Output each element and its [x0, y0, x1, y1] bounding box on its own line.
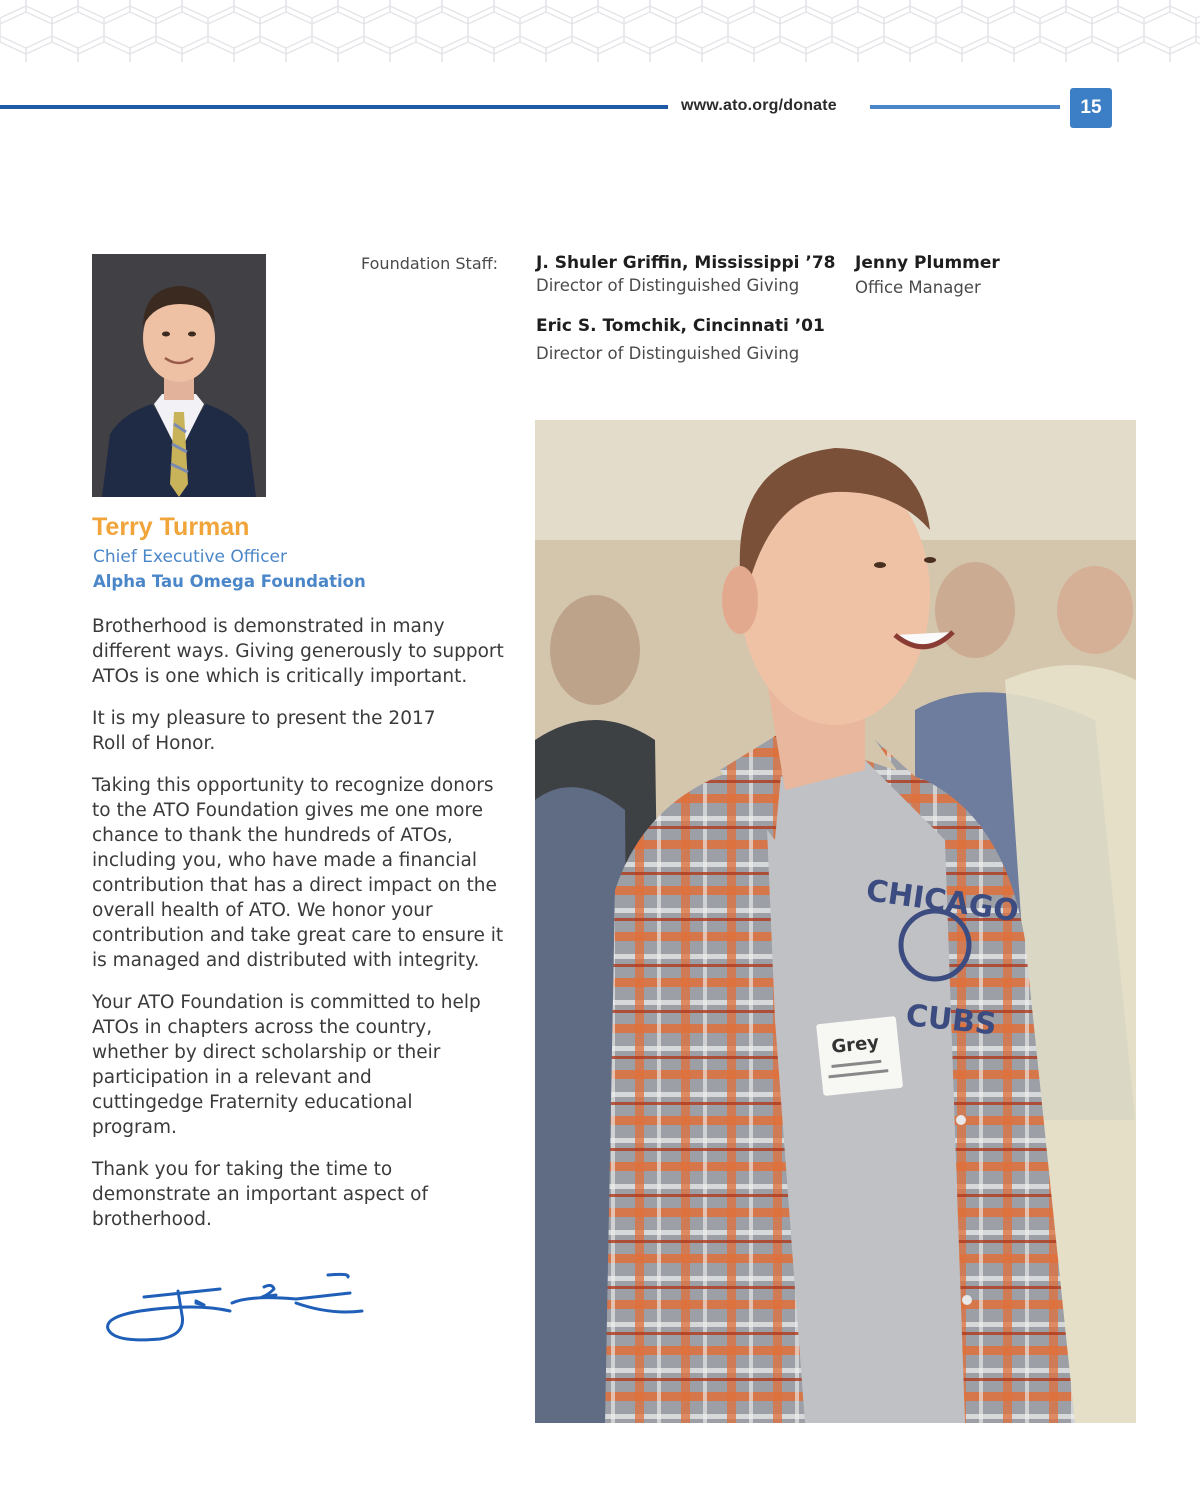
- hexagon-shape: [1196, 6, 1200, 54]
- ceo-signature: [100, 1265, 370, 1355]
- hexagon-shape: [1144, 6, 1196, 54]
- letter-paragraph: Taking this opportunity to recognize donors to the ATO Foundation gives me one more chance to thank the hundreds of ATOs, including you, who have made a financial contribution that has a direct impact on the overall health of ATO. We honor your contribution and take great care to ensure it is managed and distributed with integrity.: [92, 775, 504, 971]
- hexagon-shape: [364, 6, 416, 54]
- hexagon-shape: [0, 36, 26, 62]
- hexagon-shape: [468, 6, 520, 54]
- hexagon-shape: [260, 6, 312, 54]
- ceo-portrait-photo: [92, 254, 266, 497]
- letter-paragraph: Thank you for taking the time to demonstrate an important aspect of brotherhood.: [92, 1159, 428, 1230]
- donate-url[interactable]: www.ato.org/donate: [681, 97, 837, 114]
- header-rule-left: [0, 105, 668, 109]
- hexagon-shape: [780, 6, 832, 54]
- hexagon-shape: [208, 6, 260, 54]
- staff-section-label: Foundation Staff:: [361, 254, 499, 273]
- letter-paragraph: It is my pleasure to present the 2017 Roll of Honor.: [92, 708, 436, 754]
- hexagon-shape: [988, 6, 1040, 54]
- staff-role: Director of Distinguished Giving: [536, 344, 800, 363]
- hexagon-shape: [520, 6, 572, 54]
- hexagon-shape: [936, 6, 988, 54]
- ceo-organization: Alpha Tau Omega Foundation: [93, 572, 366, 591]
- hexagon-shape: [884, 6, 936, 54]
- ceo-title: Chief Executive Officer: [93, 547, 287, 567]
- shirt-text-top: CHICAGO: [863, 873, 1021, 930]
- letter-paragraph: Your ATO Foundation is committed to help ATOs in chapters across the country, whether by direct scholarship or their participation in a relevant and cuttingedge Fraternity educational program.: [92, 992, 481, 1138]
- hexagon-shape: [312, 6, 364, 54]
- hexagon-shape: [624, 6, 676, 54]
- page-number-badge: 15: [1070, 88, 1112, 128]
- hexagon-shape: [52, 6, 104, 54]
- ceo-name: Terry Turman: [92, 513, 250, 541]
- hexagon-shape: [1040, 6, 1092, 54]
- hexagon-shape: [0, 6, 52, 54]
- hexagon-shape: [572, 6, 624, 54]
- hexagon-shape: [728, 6, 780, 54]
- name-tag-text: Grey: [830, 1031, 880, 1058]
- hexagon-shape: [416, 6, 468, 54]
- staff-name: Jenny Plummer: [855, 253, 1000, 273]
- letter-paragraph: Brotherhood is demonstrated in many different ways. Giving generously to support ATOs is one which is critically important.: [92, 616, 504, 687]
- hexagon-shape: [104, 6, 156, 54]
- hexagon-shape: [1092, 6, 1144, 54]
- header-rule-right: [870, 105, 1060, 109]
- shirt-text-bottom: CUBS: [904, 998, 999, 1043]
- staff-name: Eric S. Tomchik, Cincinnati ’01: [536, 316, 825, 336]
- hexagon-shape: [156, 6, 208, 54]
- hexagon-pattern-banner: [0, 0, 1200, 62]
- staff-role: Office Manager: [855, 278, 981, 297]
- hexagon-shape: [832, 6, 884, 54]
- hexagon-shape: [676, 6, 728, 54]
- ceo-letter: [92, 614, 512, 1249]
- staff-name: J. Shuler Griffin, Mississippi ’78: [536, 253, 836, 273]
- member-event-photo: [535, 420, 1136, 1423]
- staff-role: Director of Distinguished Giving: [536, 276, 800, 295]
